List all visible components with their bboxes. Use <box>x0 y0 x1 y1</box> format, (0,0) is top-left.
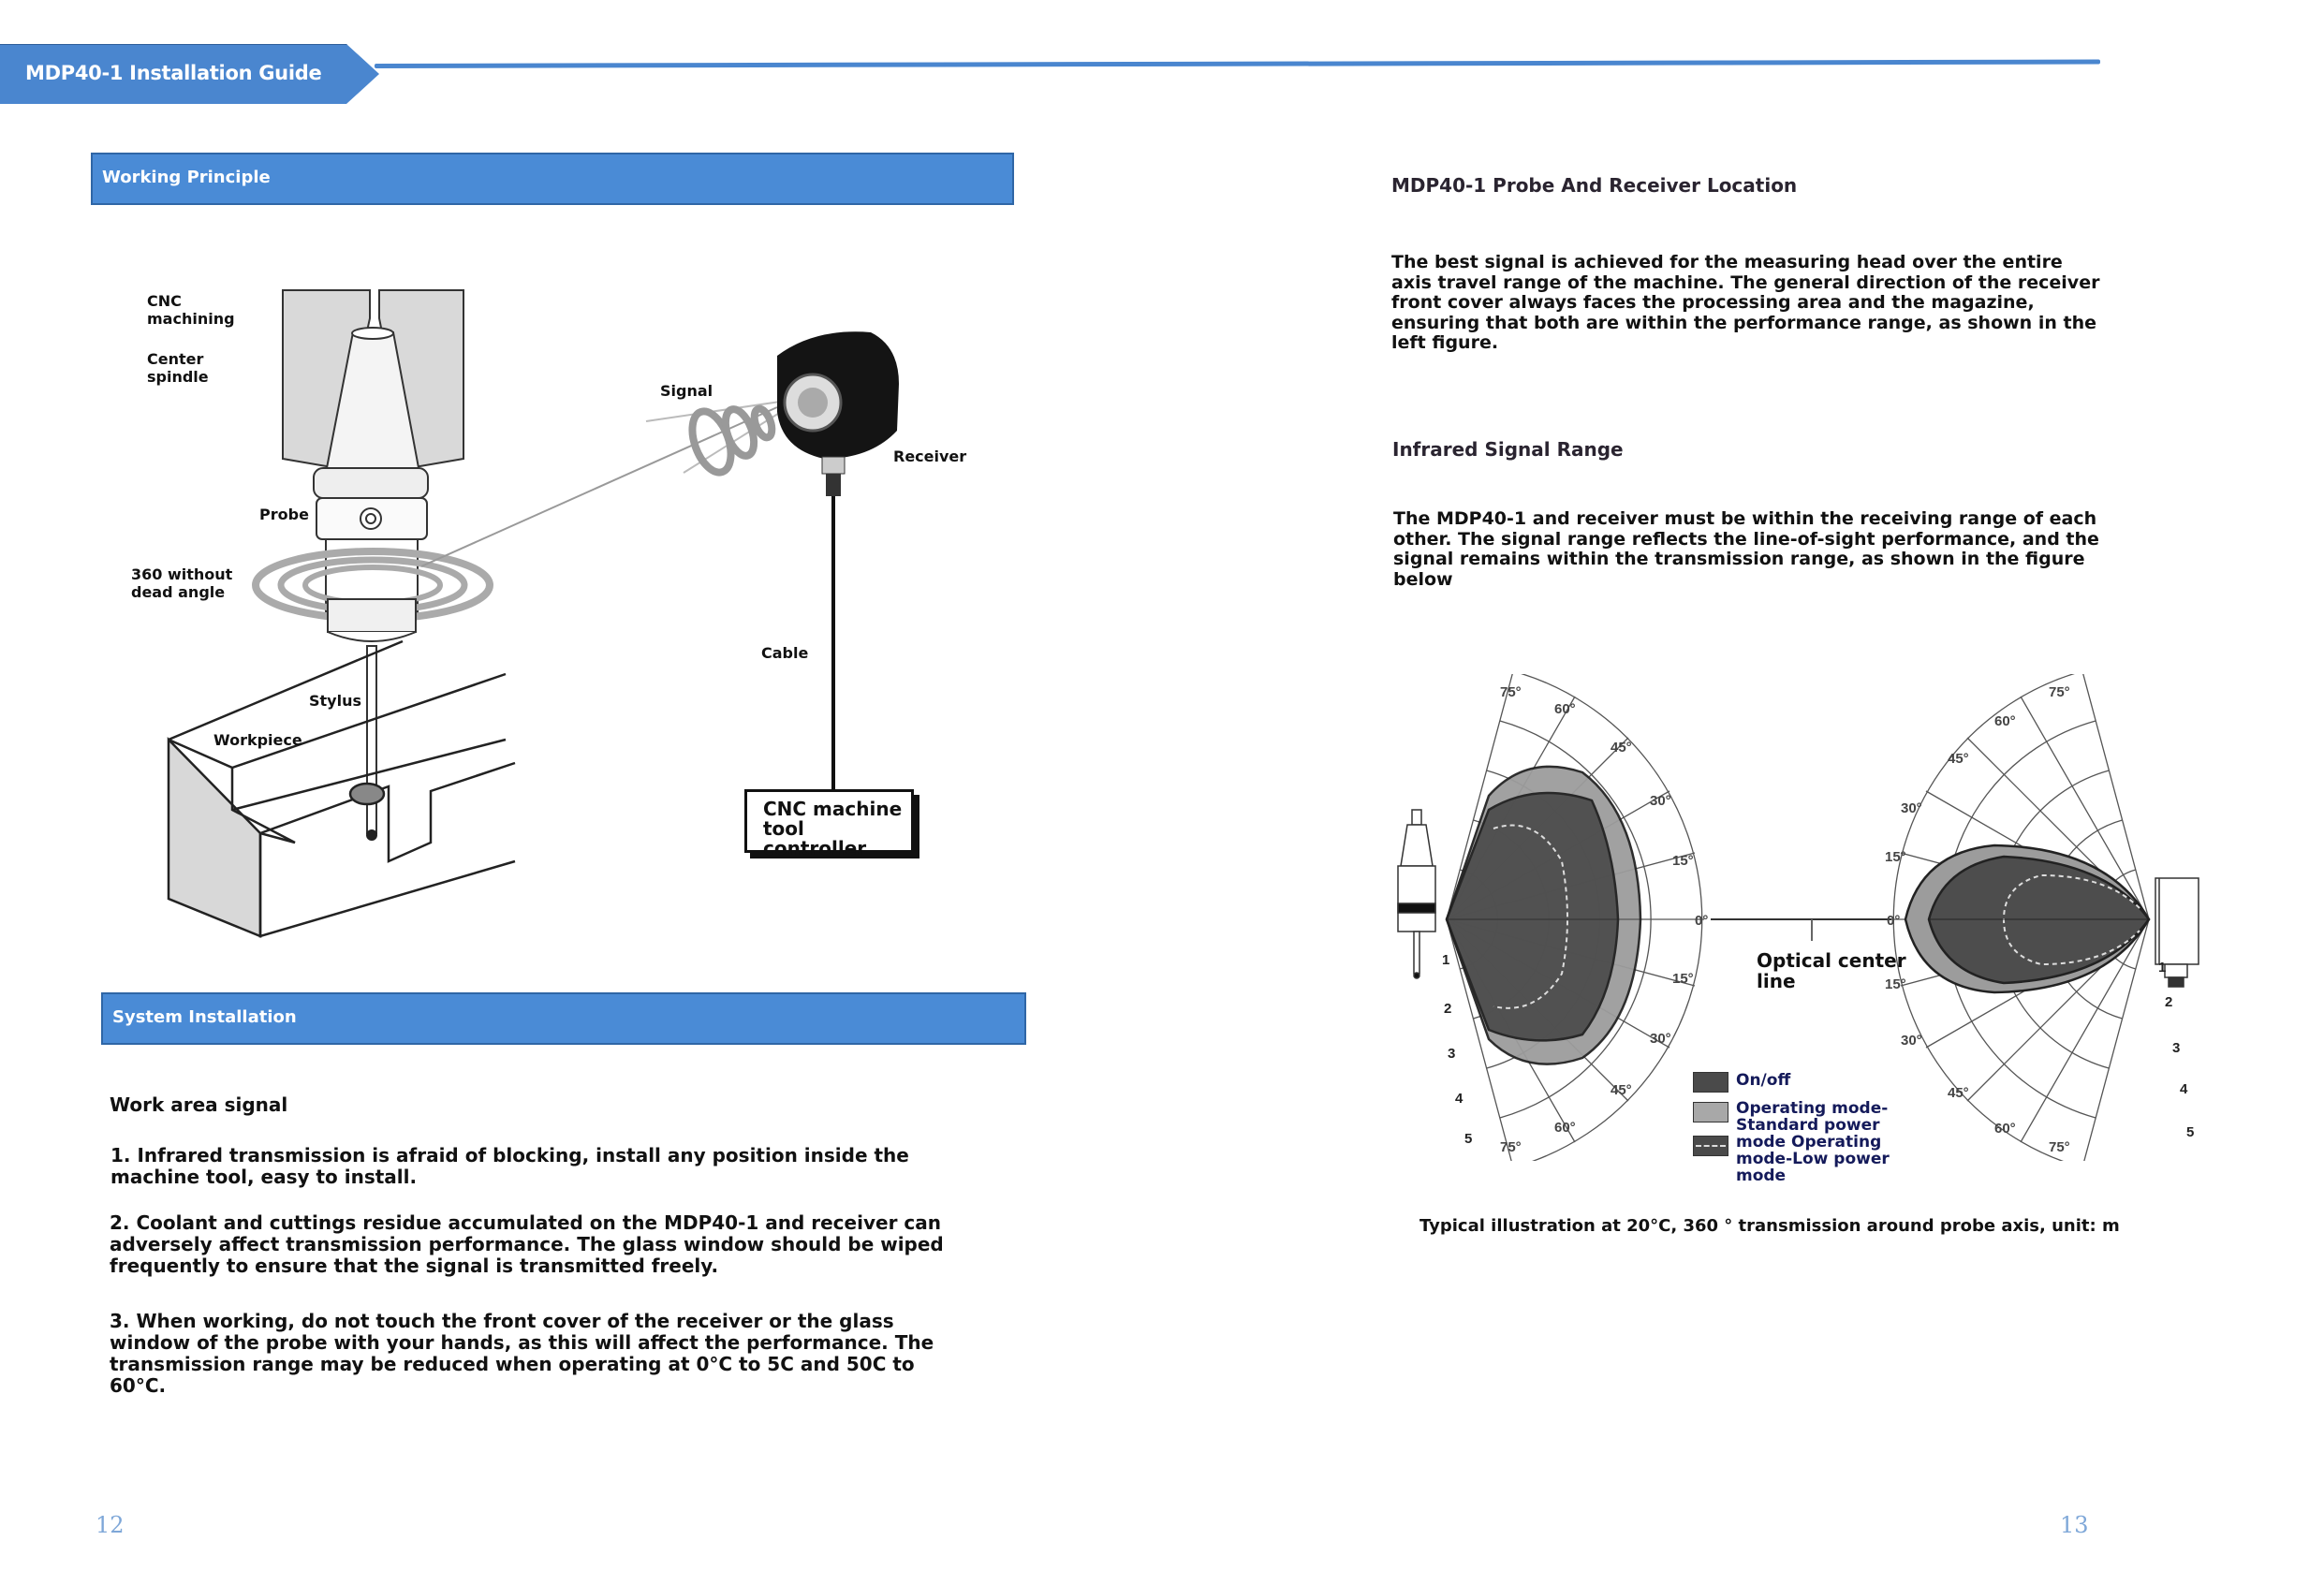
svg-text:5: 5 <box>1464 1131 1473 1147</box>
probe-tool-icon <box>1398 810 1435 978</box>
document-title: MDP40-1 Installation Guide <box>25 62 322 84</box>
controller-box <box>744 789 914 859</box>
legend-swatch-dark <box>1693 1072 1728 1093</box>
label-signal: Signal <box>660 382 713 400</box>
svg-text:1: 1 <box>1442 952 1450 968</box>
svg-text:60°: 60° <box>1554 1120 1576 1136</box>
svg-text:75°: 75° <box>2049 684 2070 700</box>
location-paragraph: The best signal is achieved for the measuring head over the entire axis travel range of the machine. The general direction of the receiver front cover always faces the processing area and the magazine, ensuring that both are within the performance range, as shown in the left figure. <box>1391 252 2100 353</box>
svg-text:45°: 45° <box>1948 1085 1969 1101</box>
optical-center-line-label: Optical center line <box>1757 949 1906 992</box>
svg-text:45°: 45° <box>1611 740 1632 756</box>
label-stylus: Stylus <box>309 692 361 710</box>
svg-text:30°: 30° <box>1901 800 1922 816</box>
install-item-3: 3. When working, do not touch the front cover of the receiver or the glass window of the probe with your hands, as this will affect the performance. The transmission range may be reduced when operating at 0°C to 5C and 50C to 60°C. <box>110 1310 934 1397</box>
legend-item-standard: Operating mode-Standard power <box>1693 1100 1936 1134</box>
label-workpiece: Workpiece <box>213 731 302 749</box>
section-bar-working-principle <box>91 153 1014 205</box>
svg-text:15°: 15° <box>1885 976 1906 992</box>
svg-text:60°: 60° <box>1554 701 1576 717</box>
label-probe: Probe <box>259 506 309 523</box>
svg-text:45°: 45° <box>1611 1082 1632 1098</box>
svg-text:60°: 60° <box>1994 1121 2016 1137</box>
svg-text:75°: 75° <box>1500 1139 1522 1155</box>
svg-text:3: 3 <box>2172 1040 2181 1056</box>
receiver-polar-chart <box>1891 674 2199 1161</box>
label-cable: Cable <box>761 644 809 662</box>
workpiece-icon <box>169 641 515 936</box>
svg-text:30°: 30° <box>1650 1031 1671 1047</box>
svg-text:4: 4 <box>1455 1091 1464 1107</box>
svg-text:1: 1 <box>2158 960 2167 976</box>
svg-text:15°: 15° <box>1885 849 1906 865</box>
label-center-spindle: Center spindle <box>147 350 209 386</box>
label-cnc-machining: CNC machining <box>147 292 235 328</box>
infrared-heading: Infrared Signal Range <box>1392 438 1624 461</box>
figure-legend <box>1693 1071 1936 1185</box>
svg-text:0°: 0° <box>1695 913 1709 929</box>
svg-text:60°: 60° <box>1994 713 2016 729</box>
svg-text:15°: 15° <box>1672 971 1694 987</box>
section-title: System Installation <box>112 1007 297 1027</box>
label-controller: CNC machine tool controller <box>763 798 903 859</box>
svg-text:45°: 45° <box>1948 751 1969 767</box>
page-number-left: 12 <box>96 1512 125 1538</box>
section-bar-system-installation <box>101 992 1026 1045</box>
legend-item-onoff: On/off <box>1693 1072 1936 1100</box>
install-item-2: 2. Coolant and cuttings residue accumulated on the MDP40-1 and receiver can adversely affect transmission performance. The glass window should be wiped frequently to ensure that the signal is transmitted freely. <box>110 1211 944 1277</box>
svg-text:30°: 30° <box>1901 1033 1922 1049</box>
svg-text:30°: 30° <box>1650 793 1671 809</box>
label-dead-angle: 360 without dead angle <box>131 565 233 601</box>
receiver-icon <box>777 331 899 794</box>
legend-swatch-dashed <box>1693 1136 1728 1156</box>
svg-text:2: 2 <box>2165 994 2173 1010</box>
header-rule <box>375 59 2100 68</box>
label-receiver: Receiver <box>893 448 967 465</box>
svg-text:15°: 15° <box>1672 853 1694 869</box>
svg-text:3: 3 <box>1448 1046 1456 1062</box>
location-heading: MDP40-1 Probe And Receiver Location <box>1391 174 1798 197</box>
legend-item-lowpower: mode Operating mode-Low power mode <box>1693 1134 1936 1167</box>
legend-swatch-light <box>1693 1102 1728 1122</box>
section-title: Working Principle <box>102 168 271 187</box>
install-item-1: 1. Infrared transmission is afraid of blocking, install any position inside the machine tool, easy to install. <box>110 1144 909 1188</box>
page-number-right: 13 <box>2060 1512 2089 1538</box>
svg-text:75°: 75° <box>2049 1139 2070 1155</box>
svg-text:5: 5 <box>2186 1124 2195 1140</box>
figure-caption: Typical illustration at 20°C, 360 ° transmission around probe axis, unit: m <box>1419 1216 2120 1236</box>
spindle-icon <box>256 290 490 841</box>
work-area-subtitle: Work area signal <box>110 1093 288 1116</box>
svg-text:0°: 0° <box>1887 913 1901 929</box>
infrared-paragraph: The MDP40-1 and receiver must be within the receiving range of each other. The signal range reflects the line-of-sight performance, and the signal remains within the transmission range, as shown in the figure below <box>1393 508 2099 590</box>
probe-polar-chart <box>1398 674 1704 1161</box>
svg-text:2: 2 <box>1444 1001 1452 1017</box>
svg-text:4: 4 <box>2180 1081 2188 1097</box>
angle-label: 75° <box>1500 684 1522 700</box>
